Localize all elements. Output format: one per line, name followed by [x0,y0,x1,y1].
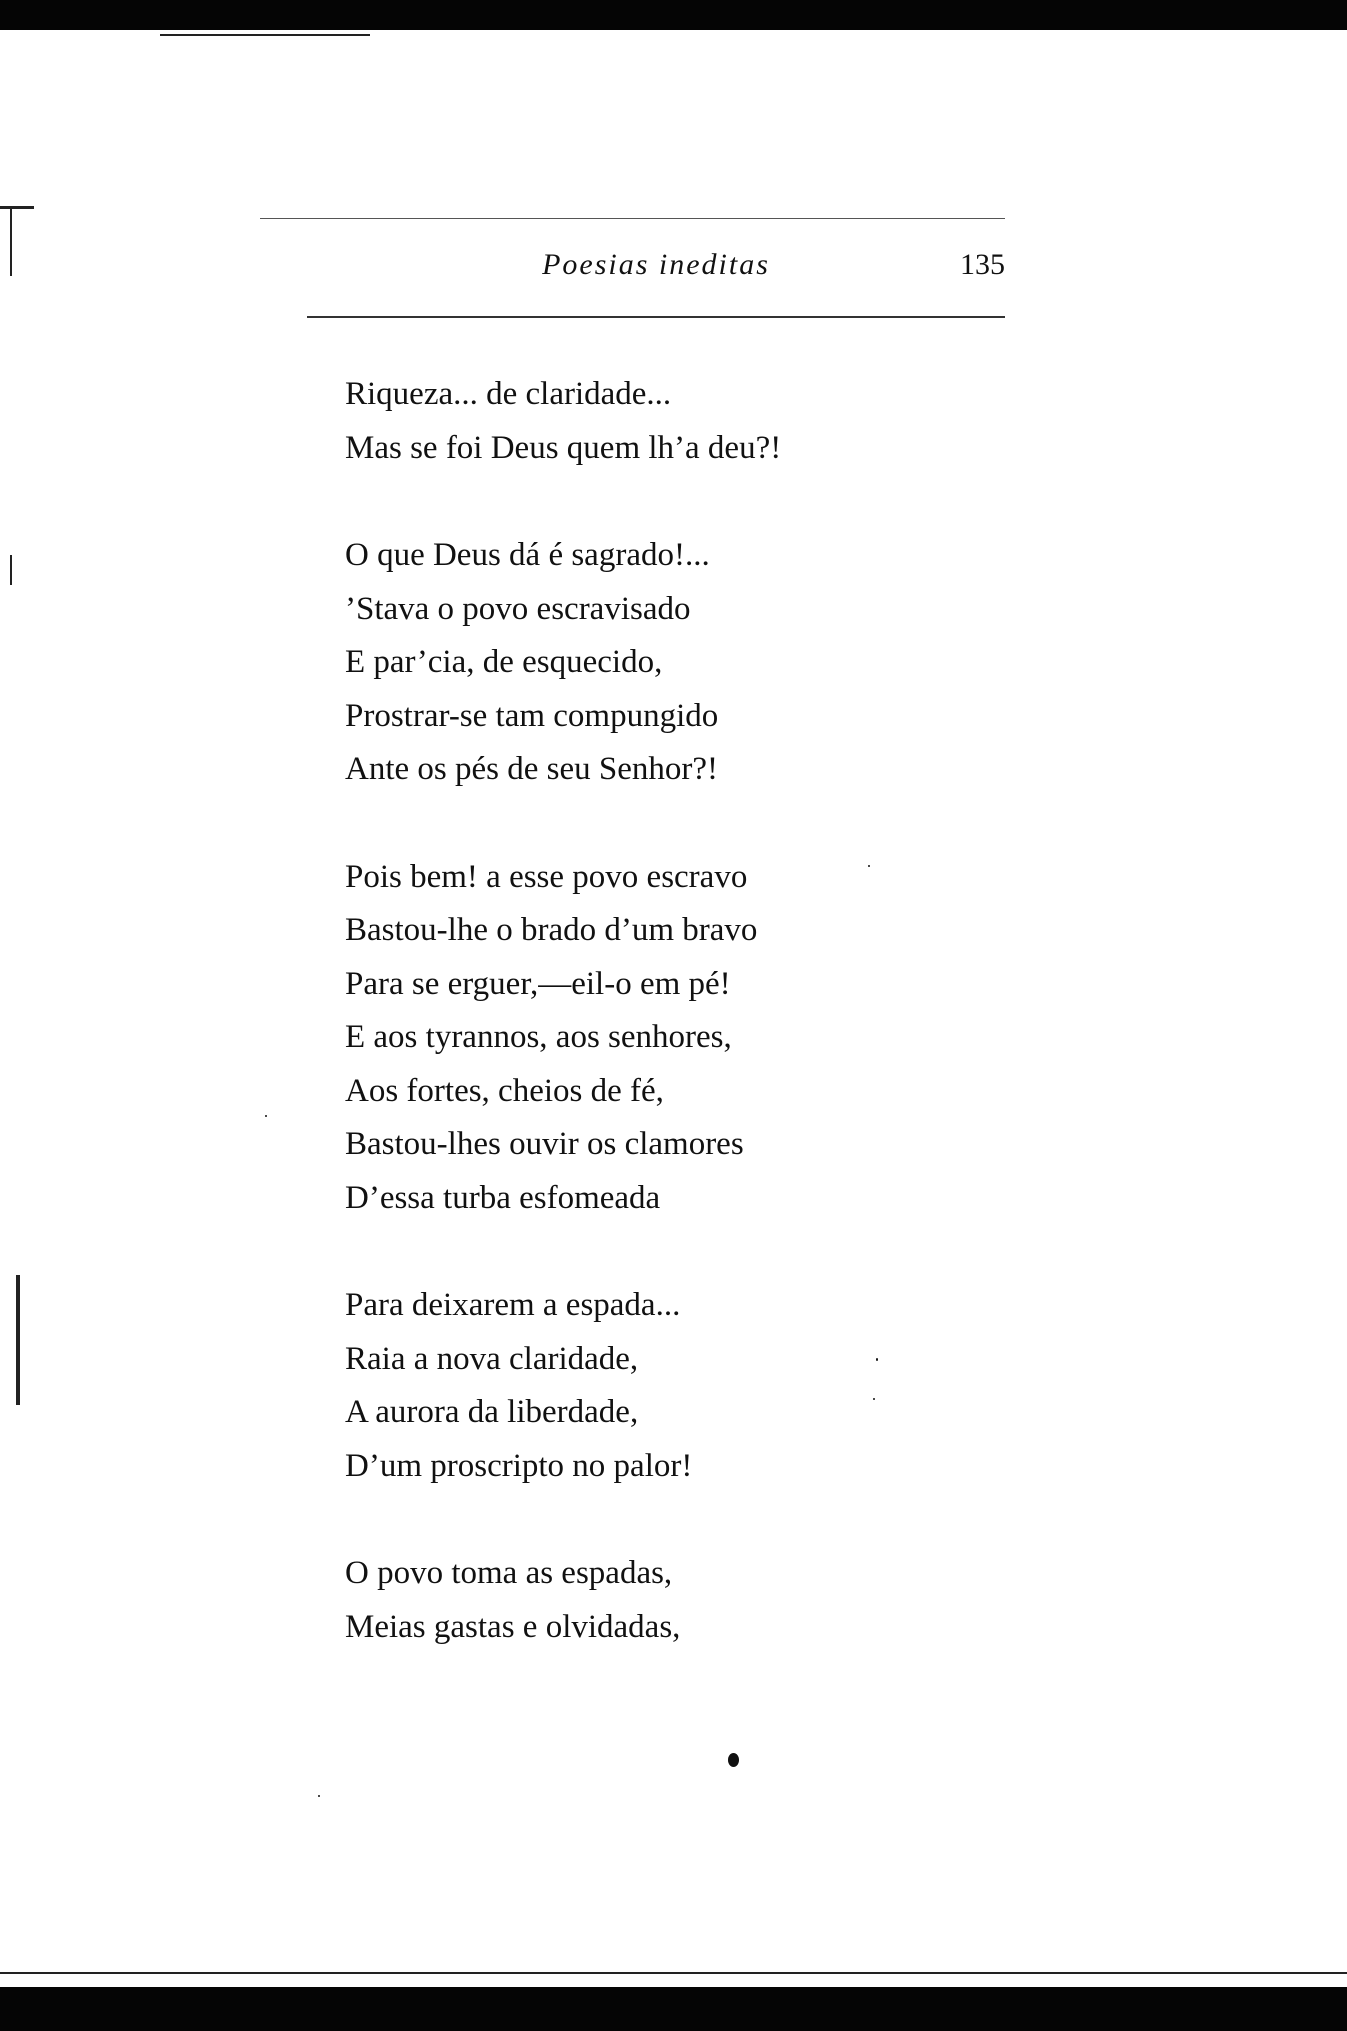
scan-mark-top-line [160,34,370,36]
page-number: 135 [960,248,1005,281]
verse-line: Prostrar-se tam compungido [345,697,719,734]
running-title: Poesias ineditas [542,248,770,281]
verse-line: ’Stava o povo escravisado [345,590,691,627]
verse-line: O que Deus dá é sagrado!... [345,537,710,573]
verse-line: Para se erguer,—eil-o em pé! [345,965,731,1002]
ink-speck [265,1115,267,1117]
page-header [307,248,1005,288]
scan-edge-top [0,0,1347,30]
verse-line: Bastou-lhe o brado d’um bravo [345,912,758,948]
verse-line: D’essa turba esfomeada [345,1179,661,1216]
stanza-5 [345,1547,985,1654]
stanza-1 [345,368,985,475]
verse-line: A aurora da liberdade, [345,1394,639,1430]
stanza-2 [345,529,985,797]
verse-line: Aos fortes, cheios de fé, [345,1072,664,1109]
stanza-4 [345,1279,985,1493]
scan-mark-left-tick [10,555,12,585]
ink-speck [876,1358,878,1361]
scan-mark-left-long-bar [16,1275,20,1405]
scan-mark-left-vertical [10,206,12,276]
verse-line: E aos tyrannos, aos senhores, [345,1019,732,1055]
ink-speck [868,865,870,867]
verse-line: Bastou-lhes ouvir os clamores [345,1126,744,1162]
ink-speck [318,1795,320,1797]
verse-line: Riqueza... de claridade... [345,376,672,412]
scan-edge-bottom [0,1987,1347,2031]
verse-line: Para deixarem a espada... [345,1287,681,1323]
verse-line: O povo toma as espadas, [345,1555,673,1591]
verse-line: Ante os pés de seu Senhor?! [345,751,718,787]
verse-line: Meias gastas e olvidadas, [345,1608,681,1645]
ink-blot [728,1753,739,1767]
header-top-rule [260,218,1005,219]
verse-line: Pois bem! a esse povo escravo [345,858,748,895]
scan-mark-bottom-line [0,1972,1347,1974]
verse-line: E par’cia, de esquecido, [345,644,663,680]
verse-line: Raia a nova claridade, [345,1340,639,1377]
ink-speck [873,1398,875,1400]
header-bottom-rule [307,316,1005,318]
verse-line: D’um proscripto no palor! [345,1447,693,1484]
verse-line: Mas se foi Deus quem lh’a deu?! [345,429,782,466]
stanza-3 [345,851,985,1226]
scan-mark-left-bracket [0,206,34,209]
poem [345,368,985,1708]
